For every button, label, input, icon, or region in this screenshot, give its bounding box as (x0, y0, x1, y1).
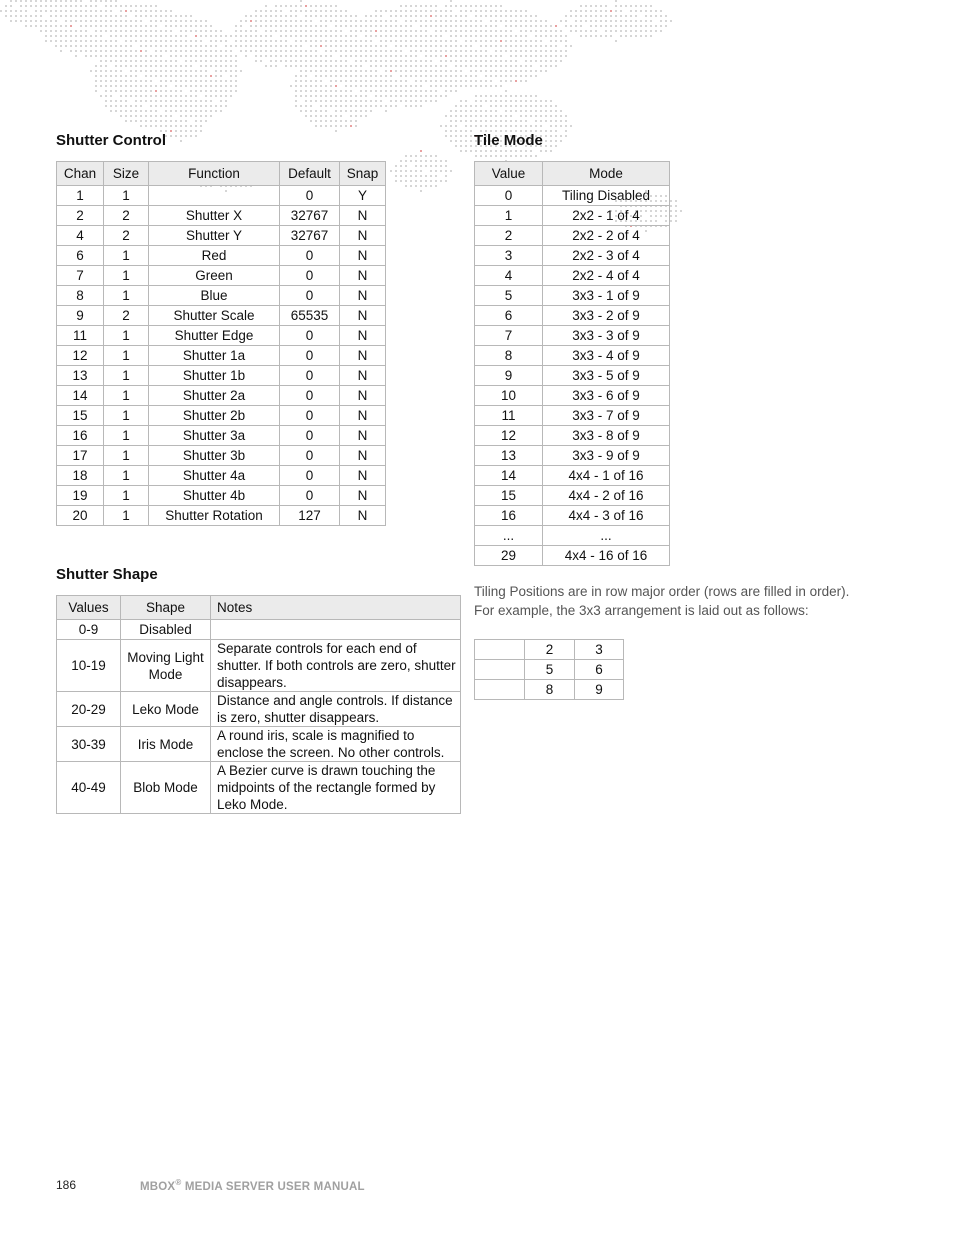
table-row (475, 680, 624, 700)
table-cell: Shutter 2a (149, 386, 280, 406)
table-cell: 1 (104, 386, 149, 406)
table-cell: 2x2 - 1 of 4 (543, 206, 670, 226)
table-cell: 1 (104, 246, 149, 266)
table-row (475, 386, 670, 406)
table-cell: N (340, 366, 386, 386)
table-cell: 14 (475, 466, 543, 486)
table-cell: 40-49 (57, 762, 121, 814)
table-cell: 1 (104, 466, 149, 486)
table-row (475, 406, 670, 426)
table-cell: N (340, 346, 386, 366)
table-cell: 20-29 (57, 692, 121, 727)
table-cell: 0-9 (57, 620, 121, 640)
table-cell: 10-19 (57, 640, 121, 692)
shutter-control-section (56, 130, 386, 526)
table-row (57, 206, 386, 226)
table-row (57, 226, 386, 246)
table-cell: 3 (475, 246, 543, 266)
table-cell: Shutter 3a (149, 426, 280, 446)
table-cell: 9 (575, 680, 624, 700)
table-cell: 6 (575, 660, 624, 680)
table-cell: 1 (104, 186, 149, 206)
table-row (57, 346, 386, 366)
table-cell: 6 (475, 306, 543, 326)
column-header: Chan (57, 162, 104, 186)
table-cell: 3x3 - 2 of 9 (543, 306, 670, 326)
column-header: Shape (121, 596, 211, 620)
table-cell: 3x3 - 5 of 9 (543, 366, 670, 386)
table-cell: 3x3 - 3 of 9 (543, 326, 670, 346)
table-row (57, 326, 386, 346)
table-cell: 2x2 - 2 of 4 (543, 226, 670, 246)
table-cell: 1 (104, 346, 149, 366)
table-cell: 2 (475, 226, 543, 246)
table-cell: N (340, 506, 386, 526)
table-cell: 0 (280, 426, 340, 446)
column-header: Value (475, 162, 543, 186)
table-cell: 3x3 - 4 of 9 (543, 346, 670, 366)
table-cell: 3 (575, 640, 624, 660)
table-cell: 1 (104, 266, 149, 286)
table-cell: 1 (104, 446, 149, 466)
table-cell: 0 (280, 366, 340, 386)
table-row (57, 692, 461, 727)
table-cell: 7 (475, 326, 543, 346)
table-cell: N (340, 406, 386, 426)
table-cell: Moving Light Mode (121, 640, 211, 692)
table-cell: 14 (57, 386, 104, 406)
table-row (475, 326, 670, 346)
table-row (475, 366, 670, 386)
table-cell: N (340, 206, 386, 226)
table-cell: 8 (475, 346, 543, 366)
table-row (475, 286, 670, 306)
table-cell: Red (149, 246, 280, 266)
table-cell: 3x3 - 7 of 9 (543, 406, 670, 426)
table-row (475, 306, 670, 326)
table-cell: 4x4 - 1 of 16 (543, 466, 670, 486)
table-cell: 0 (280, 246, 340, 266)
registered-mark: ® (175, 1178, 182, 1187)
shutter-shape-title: Shutter Shape (56, 566, 158, 583)
table-row (475, 226, 670, 246)
table-cell: 15 (57, 406, 104, 426)
column-header: Mode (543, 162, 670, 186)
table-header-row (57, 596, 461, 620)
table-cell: 0 (280, 286, 340, 306)
table-cell: Shutter Y (149, 226, 280, 246)
table-cell: 16 (475, 506, 543, 526)
table-cell: A round iris, scale is magnified to enclose the screen. No other controls. (211, 727, 461, 762)
table-cell: 8 (57, 286, 104, 306)
table-cell: 3x3 - 8 of 9 (543, 426, 670, 446)
table-cell: 3x3 - 9 of 9 (543, 446, 670, 466)
table-cell: 1 (104, 486, 149, 506)
table-cell: 32767 (280, 206, 340, 226)
table-cell (475, 680, 525, 700)
table-row (475, 346, 670, 366)
table-cell: Tiling Disabled (543, 186, 670, 206)
tiling-note-line-2: For example, the 3x3 arrangement is laid out as follows: (474, 603, 809, 618)
table-row (57, 186, 386, 206)
table-row (475, 466, 670, 486)
table-cell: Shutter X (149, 206, 280, 226)
table-cell: N (340, 226, 386, 246)
table-cell: N (340, 426, 386, 446)
table-cell: 15 (475, 486, 543, 506)
table-cell: ... (543, 526, 670, 546)
column-header: Snap (340, 162, 386, 186)
shutter-control-table (56, 161, 386, 526)
table-cell: N (340, 306, 386, 326)
table-row (57, 762, 461, 814)
table-cell: 9 (475, 366, 543, 386)
table-row (475, 446, 670, 466)
table-cell: 0 (280, 386, 340, 406)
table-cell: Blue (149, 286, 280, 306)
table-cell: 6 (57, 246, 104, 266)
table-row (57, 266, 386, 286)
table-row (57, 286, 386, 306)
column-header: Default (280, 162, 340, 186)
table-cell: Blob Mode (121, 762, 211, 814)
table-cell (475, 640, 525, 660)
table-cell: Shutter 4a (149, 466, 280, 486)
table-cell: Disabled (121, 620, 211, 640)
table-cell: 17 (57, 446, 104, 466)
tile-mode-table (474, 161, 670, 566)
table-row (57, 246, 386, 266)
tile-mode-section (474, 130, 670, 566)
table-cell: 1 (475, 206, 543, 226)
column-header: Size (104, 162, 149, 186)
table-cell: Y (340, 186, 386, 206)
table-cell: 4x4 - 16 of 16 (543, 546, 670, 566)
tiling-example-table (474, 639, 624, 700)
table-row (57, 506, 386, 526)
table-cell: N (340, 266, 386, 286)
table-cell: 12 (57, 346, 104, 366)
table-row (475, 660, 624, 680)
table-cell: 2 (104, 226, 149, 246)
table-cell: 19 (57, 486, 104, 506)
table-cell (149, 186, 280, 206)
table-cell: 4 (57, 226, 104, 246)
column-header: Notes (211, 596, 461, 620)
table-cell: 18 (57, 466, 104, 486)
tiling-note (474, 582, 849, 620)
table-cell: 9 (57, 306, 104, 326)
table-cell: N (340, 486, 386, 506)
table-cell: 2 (525, 640, 575, 660)
table-cell: 11 (57, 326, 104, 346)
table-cell: 4 (475, 266, 543, 286)
table-cell: 0 (475, 186, 543, 206)
table-cell: 8 (525, 680, 575, 700)
column-header: Values (57, 596, 121, 620)
table-cell: 13 (57, 366, 104, 386)
table-cell: Shutter 4b (149, 486, 280, 506)
table-cell: ... (475, 526, 543, 546)
table-cell: Green (149, 266, 280, 286)
table-cell (475, 660, 525, 680)
table-row (57, 386, 386, 406)
table-cell: 3x3 - 6 of 9 (543, 386, 670, 406)
table-row (475, 206, 670, 226)
table-row (57, 426, 386, 446)
table-row (475, 486, 670, 506)
table-cell: 0 (280, 186, 340, 206)
table-cell: 16 (57, 426, 104, 446)
table-cell: 20 (57, 506, 104, 526)
table-row (475, 526, 670, 546)
table-row (57, 640, 461, 692)
table-cell: 2x2 - 3 of 4 (543, 246, 670, 266)
table-row (475, 506, 670, 526)
table-row (475, 186, 670, 206)
tiling-note-line-1: Tiling Positions are in row major order (rows are filled in order). (474, 584, 850, 599)
tiling-example-section (474, 639, 624, 700)
table-cell: 127 (280, 506, 340, 526)
table-cell: 5 (475, 286, 543, 306)
manual-title-brand: MBOX (140, 1180, 176, 1193)
table-cell (211, 620, 461, 640)
table-cell: 0 (280, 446, 340, 466)
table-cell: Separate controls for each end of shutter. If both controls are zero, shutter disappears. (211, 640, 461, 692)
table-cell: N (340, 386, 386, 406)
table-cell: 1 (104, 406, 149, 426)
table-cell: 10 (475, 386, 543, 406)
table-header-row (57, 162, 386, 186)
table-cell: Distance and angle controls. If distance is zero, shutter disappears. (211, 692, 461, 727)
table-row (57, 446, 386, 466)
table-cell: Shutter 1b (149, 366, 280, 386)
table-cell: N (340, 326, 386, 346)
table-cell: N (340, 246, 386, 266)
table-cell: 2 (104, 206, 149, 226)
manual-title-subtitle: MEDIA SERVER USER MANUAL (181, 1180, 365, 1193)
table-cell: 11 (475, 406, 543, 426)
table-cell: 1 (104, 326, 149, 346)
table-cell: 3x3 - 1 of 9 (543, 286, 670, 306)
table-row (57, 466, 386, 486)
table-row (57, 727, 461, 762)
table-cell: 2 (104, 306, 149, 326)
table-cell: 2x2 - 4 of 4 (543, 266, 670, 286)
tile-mode-title: Tile Mode (474, 132, 543, 149)
manual-title (140, 1178, 365, 1193)
table-row (475, 246, 670, 266)
table-row (57, 366, 386, 386)
table-cell: 0 (280, 266, 340, 286)
table-row (475, 640, 624, 660)
table-cell: 13 (475, 446, 543, 466)
page-number: 186 (56, 1178, 77, 1192)
shutter-shape-table (56, 595, 461, 814)
table-cell: Iris Mode (121, 727, 211, 762)
table-row (475, 546, 670, 566)
table-cell: 7 (57, 266, 104, 286)
table-row (57, 406, 386, 426)
table-cell: 32767 (280, 226, 340, 246)
table-cell: 0 (280, 486, 340, 506)
table-row (57, 620, 461, 640)
table-row (57, 306, 386, 326)
table-cell: A Bezier curve is drawn touching the midpoints of the rectangle formed by Leko Mode. (211, 762, 461, 814)
table-cell: 1 (57, 186, 104, 206)
table-header-row (475, 162, 670, 186)
table-cell: 29 (475, 546, 543, 566)
table-cell: N (340, 286, 386, 306)
shutter-shape-section (56, 564, 461, 814)
table-cell: Shutter 2b (149, 406, 280, 426)
table-row (475, 426, 670, 446)
table-cell: N (340, 446, 386, 466)
table-cell: 2 (57, 206, 104, 226)
table-cell: 0 (280, 406, 340, 426)
table-cell: 1 (104, 506, 149, 526)
table-cell: 30-39 (57, 727, 121, 762)
table-cell: Shutter Edge (149, 326, 280, 346)
column-header: Function (149, 162, 280, 186)
table-cell: N (340, 466, 386, 486)
table-cell: Shutter Scale (149, 306, 280, 326)
table-cell: Leko Mode (121, 692, 211, 727)
table-cell: Shutter 3b (149, 446, 280, 466)
table-cell: 4x4 - 3 of 16 (543, 506, 670, 526)
table-row (57, 486, 386, 506)
table-cell: 1 (104, 366, 149, 386)
table-cell: 65535 (280, 306, 340, 326)
table-cell: 0 (280, 346, 340, 366)
table-cell: Shutter 1a (149, 346, 280, 366)
table-cell: 0 (280, 326, 340, 346)
table-cell: 0 (280, 466, 340, 486)
table-cell: 4x4 - 2 of 16 (543, 486, 670, 506)
table-cell: 1 (104, 426, 149, 446)
table-row (475, 266, 670, 286)
table-cell: 12 (475, 426, 543, 446)
table-cell: Shutter Rotation (149, 506, 280, 526)
shutter-control-title: Shutter Control (56, 132, 166, 149)
table-cell: 1 (104, 286, 149, 306)
table-cell: 5 (525, 660, 575, 680)
